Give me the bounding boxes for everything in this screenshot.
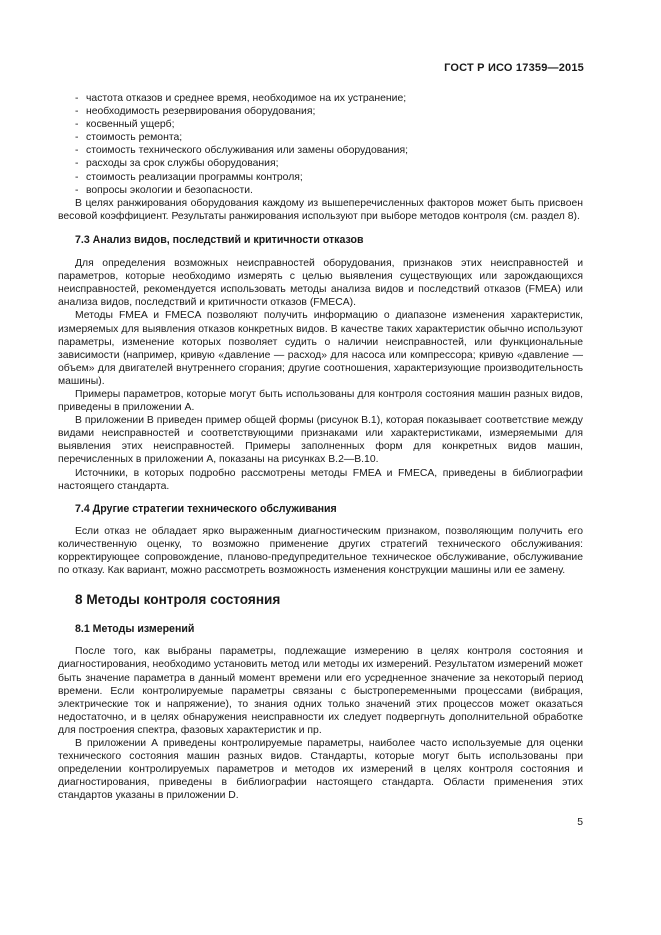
page-number: 5 (577, 817, 583, 828)
bullet-item (58, 144, 583, 157)
bullet-item (58, 105, 583, 118)
bullet-text: вопросы экологии и безопасности. (86, 184, 253, 196)
bullet-item (58, 92, 583, 105)
bullet-text: расходы за срок службы оборудования; (86, 158, 279, 170)
bullet-item (58, 118, 583, 131)
paragraph: Методы FMEA и FMECA позволяют получить информацию о диапазоне изменения характеристик, измеряемых для выявления отказов конкретных видов. В качестве таких характеристик обычно используют параметры, изменение которых позволяет судить о наличии неисправностей, или функциональные зависимости (например, кривую «давление — расход» для насоса или компрессора; кривую «давление — объем» для двигателей внутреннего сгорания; другие соотношения, характеризующие производительность машины). (58, 310, 583, 387)
page-content (58, 92, 583, 803)
section-7-4-heading: 7.4 Другие стратегии технического обслуживания (75, 502, 337, 515)
paragraph: После того, как выбраны параметры, подлежащие измерению в целях контроля состояния и диагностирования, необходимо установить метод или методы их измерений. Результатом измерений может быть значение параметра в данный момент времени или его усредненное значение за некоторый период времени. Если контролируемые параметры связаны с быстропеременными процессами (вибрация, электрические ток и напряжение), то знания одних только значений этих процессов может оказаться недостаточно, и в целях обнаружения неисправности их следует подвергнуть дополнительной обработке для построения спектра, фазовых характеристик и пр. (58, 646, 583, 736)
bullet-list (58, 92, 583, 197)
bullet-text: необходимость резервирования оборудования; (86, 106, 316, 118)
bullet-marker: - (75, 158, 79, 170)
bullet-item (58, 184, 583, 197)
ranking-paragraph: В целях ранжирования оборудования каждому из вышеперечисленных факторов может быть присвоен весовой коэффициент. Результаты ранжирования используют при выборе методов контроля (см. раздел 8). (58, 197, 583, 222)
bullet-text: стоимость ремонта; (86, 132, 183, 144)
bullet-item (58, 131, 583, 144)
section-8-1-heading: 8.1 Методы измерений (75, 623, 195, 636)
paragraph: В приложении А приведены контролируемые параметры, наиболее часто используемые для оценки технического состояния машин разных видов. Стандарты, которые могут быть использованы при определении контролируемых параметров и методов их измерений в целях контроля состояния и диагностирования, приведены в библиографии настоящего стандарта. Области применения этих стандартов указаны в приложении D. (58, 738, 583, 802)
bullet-item (58, 157, 583, 170)
bullet-marker: - (75, 145, 79, 157)
bullet-marker: - (75, 184, 79, 196)
paragraph: Примеры параметров, которые могут быть использованы для контроля состояния машин разных видов, приведены в приложении А. (58, 388, 583, 414)
bullet-text: частота отказов и среднее время, необходимое на их устранение; (86, 93, 407, 104)
paragraph: Если отказ не обладает ярко выраженным диагностическим признаком, позволяющим получить его количественную оценку, то возможно применение других стратегий технического обслуживания: корректирующее сопровождение, планово-предупредительное техническое обслуживание, обслуживание по отказу. Как вариант, можно рассмотреть возможность изменения конструкции машины или ее замену. (58, 525, 583, 577)
paragraph: Источники, в которых подробно рассмотрены методы FMEA и FMECA, приведены в библиографии настоящего стандарта. (58, 467, 583, 492)
section-8-heading: 8 Методы контроля состояния (75, 592, 281, 608)
paragraph: Для определения возможных неисправностей оборудования, признаков этих неисправностей и параметров, которые необходимо измерять с целью выявления существующих или зарождающихся неисправностей, рекомендуется использовать методы анализа видов и последствий отказов (FMEA) или анализа видов, последствий и критичности отказов (FMECA). (58, 258, 583, 309)
bullet-marker: - (75, 171, 79, 183)
bullet-text: стоимость реализации программы контроля; (86, 171, 303, 183)
bullet-text: косвенный ущерб; (86, 119, 175, 131)
section-7-3-heading: 7.3 Анализ видов, последствий и критичности отказов (75, 233, 364, 246)
bullet-marker: - (75, 93, 79, 104)
bullet-text: стоимость технического обслуживания или замены оборудования; (86, 145, 408, 157)
bullet-marker: - (75, 132, 79, 144)
paragraph: В приложении В приведен пример общей формы (рисунок В.1), которая показывает соответствие между видами неисправностей и соответствующими признаками или характеристиками, измеряемыми для выявления этих неисправностей. Примеры заполненных форм для конкретных видов машин, перечисленных в приложении А, показаны на рисунках В.2—В.10. (58, 415, 583, 466)
bullet-item (58, 171, 583, 184)
bullet-marker: - (75, 119, 79, 131)
bullet-marker: - (75, 106, 79, 118)
document-id-header: ГОСТ Р ИСО 17359—2015 (444, 62, 584, 74)
